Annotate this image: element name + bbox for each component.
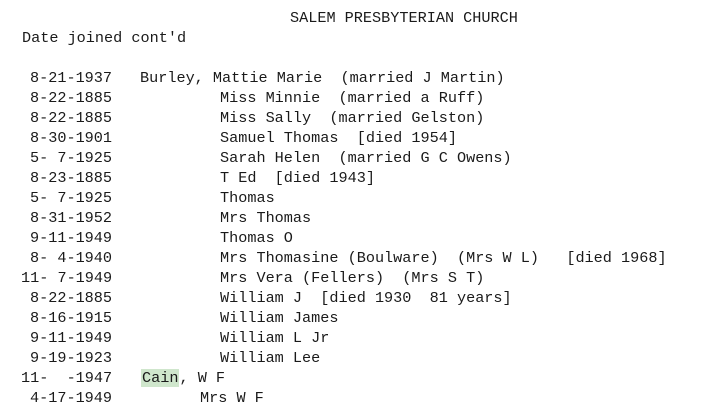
page-title: SALEM PRESBYTERIAN CHURCH xyxy=(290,9,518,27)
entry-text xyxy=(141,369,225,387)
entry-date: 8-21-1937 xyxy=(30,69,113,87)
entry-date: 8- 4-1940 xyxy=(30,249,113,267)
entry-date: 9-19-1923 xyxy=(30,349,113,367)
entry-text: Thomas xyxy=(220,189,275,207)
entry-text: William Lee xyxy=(220,349,321,367)
entry-date: 8-23-1885 xyxy=(30,169,113,187)
entry-text: William James xyxy=(220,309,339,327)
entry-date: 8-22-1885 xyxy=(30,109,113,127)
entry-text: Burley, Mattie Marie (married J Martin) xyxy=(140,69,505,87)
entry-text: Sarah Helen (married G C Owens) xyxy=(220,149,512,167)
entry-date: 5- 7-1925 xyxy=(30,189,113,207)
entry-date: 11- -1947 xyxy=(21,369,113,387)
entry-text: Mrs Vera (Fellers) (Mrs S T) xyxy=(220,269,485,287)
entry-date: 8-30-1901 xyxy=(30,129,113,147)
entry-date: 8-22-1885 xyxy=(30,289,113,307)
entry-date: 11- 7-1949 xyxy=(21,269,113,287)
entry-text: T Ed [died 1943] xyxy=(220,169,375,187)
entry-text: Miss Minnie (married a Ruff) xyxy=(220,89,485,107)
entry-date: 4-17-1949 xyxy=(30,389,113,407)
entry-date: 9-11-1949 xyxy=(30,329,113,347)
entry-text: Thomas O xyxy=(220,229,293,247)
entry-date: 9-11-1949 xyxy=(30,229,113,247)
highlighted-surname: Cain xyxy=(142,369,179,387)
entry-text: Mrs Thomasine (Boulware) (Mrs W L) [died 1968] xyxy=(220,249,667,267)
entry-text: William J [died 1930 81 years] xyxy=(220,289,512,307)
entry-date: 5- 7-1925 xyxy=(30,149,113,167)
entry-text: Miss Sally (married Gelston) xyxy=(220,109,485,127)
entry-date: 8-16-1915 xyxy=(30,309,113,327)
entry-text: Mrs W F xyxy=(200,389,264,407)
entry-date: 8-22-1885 xyxy=(30,89,113,107)
entry-date: 8-31-1952 xyxy=(30,209,113,227)
entry-text: William L Jr xyxy=(220,329,330,347)
entry-text: Samuel Thomas [died 1954] xyxy=(220,129,457,147)
entry-text: Mrs Thomas xyxy=(220,209,312,227)
section-subtitle: Date joined cont'd xyxy=(22,29,187,47)
entry-text-rest: , W F xyxy=(179,369,226,387)
